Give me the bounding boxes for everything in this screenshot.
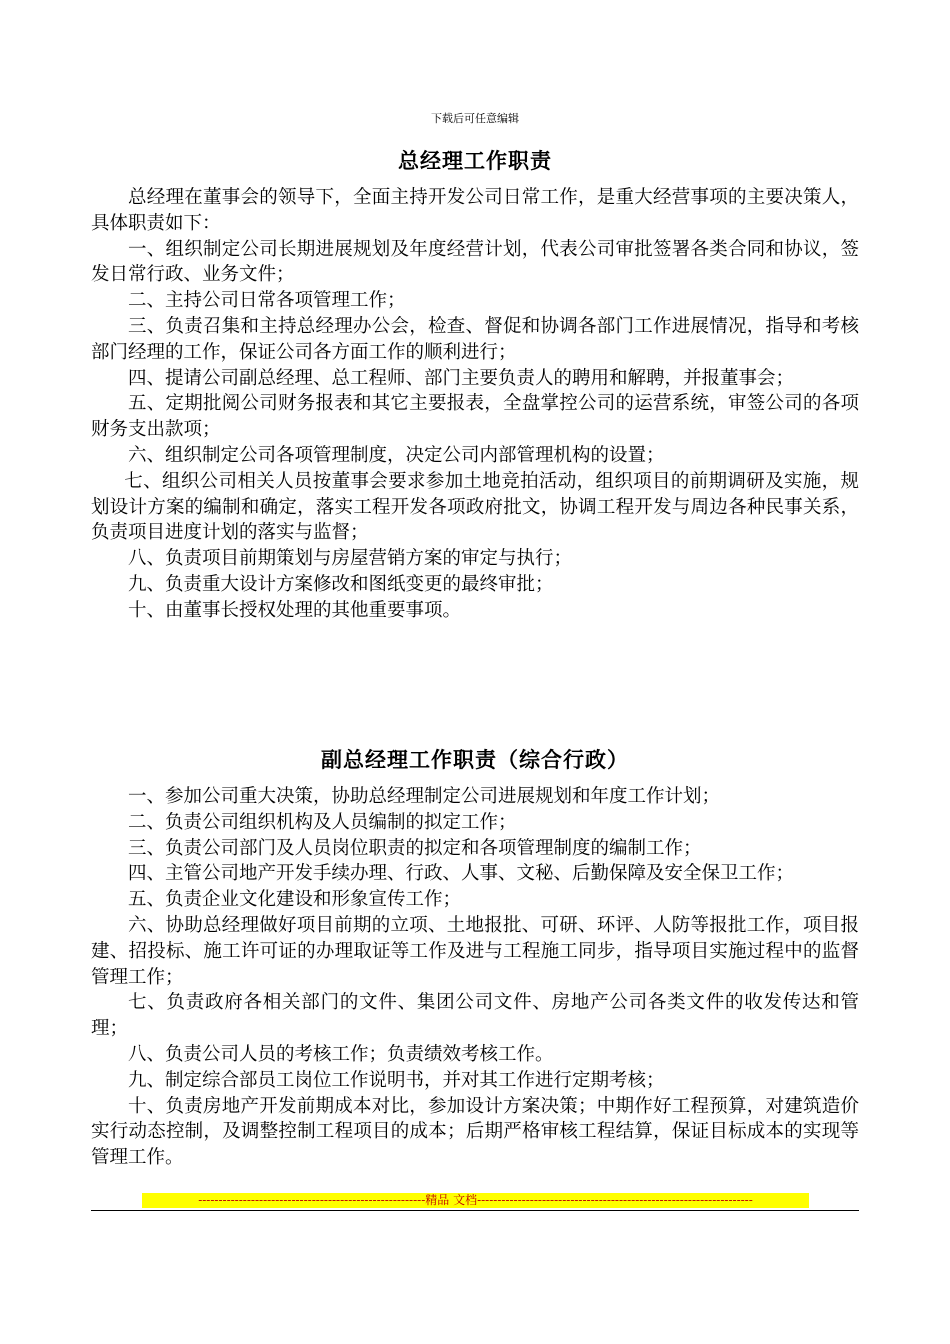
paragraph: 八、负责项目前期策划与房屋营销方案的审定与执行； [128,548,573,570]
paragraph: 五、定期批阅公司财务报表和其它主要报表，全盘掌控公司的运营系统，审签公司的各项财务支出款项； [91,393,859,441]
section-body-general-manager [91,185,859,624]
paragraph: 二、负责公司组织机构及人员编制的拟定工作； [128,811,517,833]
paragraph: 四、主管公司地产开发手续办理、行政、人事、文秘、后勤保障及安全保卫工作； [128,863,795,885]
paragraph: 三、负责公司部门及人员岗位职责的拟定和各项管理制度的编制工作； [128,837,702,859]
paragraph: 七、组织公司相关人员按董事会要求参加土地竞拍活动，组织项目的前期调研及实施，规划设计方案的编制和确定，落实工程开发各项政府批文，协调工程开发与周边各种民事关系，负责项目进度计划的落实与监督； [91,470,859,544]
paragraph: 总经理在董事会的领导下，全面主持开发公司日常工作，是重大经营事项的主要决策人，具体职责如下： [91,187,859,234]
footer-divider [91,1210,859,1211]
paragraph: 七、负责政府各相关部门的文件、集团公司文件、房地产公司各类文件的收发传达和管理； [91,992,859,1040]
paragraph: 九、制定综合部员工岗位工作说明书，并对其工作进行定期考核； [128,1069,665,1091]
section-title-deputy-manager: 副总经理工作职责（综合行政） [321,748,629,772]
paragraph: 一、组织制定公司长期进展规划及年度经营计划，代表公司审批签署各类合同和协议，签发日常行政、业务文件； [91,238,859,286]
section-title-general-manager: 总经理工作职责 [398,149,552,173]
paragraph: 八、负责公司人员的考核工作；负责绩效考核工作。 [128,1043,554,1065]
paragraph: 二、主持公司日常各项管理工作； [128,290,406,312]
paragraph: 六、组织制定公司各项管理制度，决定公司内部管理机构的设置； [128,444,665,466]
paragraph: 一、参加公司重大决策，协助总经理制定公司进展规划和年度工作计划； [128,786,721,807]
paragraph: 六、协助总经理做好项目前期的立项、土地报批、可研、环评、人防等报批工作，项目报建、招投标、施工许可证的办理取证等工作及进与工程施工同步，指导项目实施过程中的监督管理工作； [91,914,859,988]
section-body-deputy-manager [91,784,859,1171]
paragraph: 九、负责重大设计方案修改和图纸变更的最终审批； [128,573,554,595]
paragraph: 三、负责召集和主持总经理办公会，检查、督促和协调各部门工作进展情况，指导和考核部门经理的工作，保证公司各方面工作的顺利进行； [91,315,859,363]
paragraph: 五、负责企业文化建设和形象宣传工作； [128,889,462,911]
paragraph: 四、提请公司副总经理、总工程师、部门主要负责人的聘用和解聘，并报董事会； [128,367,795,389]
paragraph: 十、负责房地产开发前期成本对比，参加设计方案决策；中期作好工程预算，对建筑造价实行动态控制，及调整控制工程项目的成本；后期严格审核工程结算，保证目标成本的实现等管理工作。 [91,1095,859,1169]
paragraph: 十、由董事长授权处理的其他重要事项。 [128,599,462,621]
footer-watermark: --------------------------------------------------------精品 文档-------------------------------------------------------------------- [142,1193,809,1208]
header-note: 下载后可任意编辑 [431,112,519,125]
